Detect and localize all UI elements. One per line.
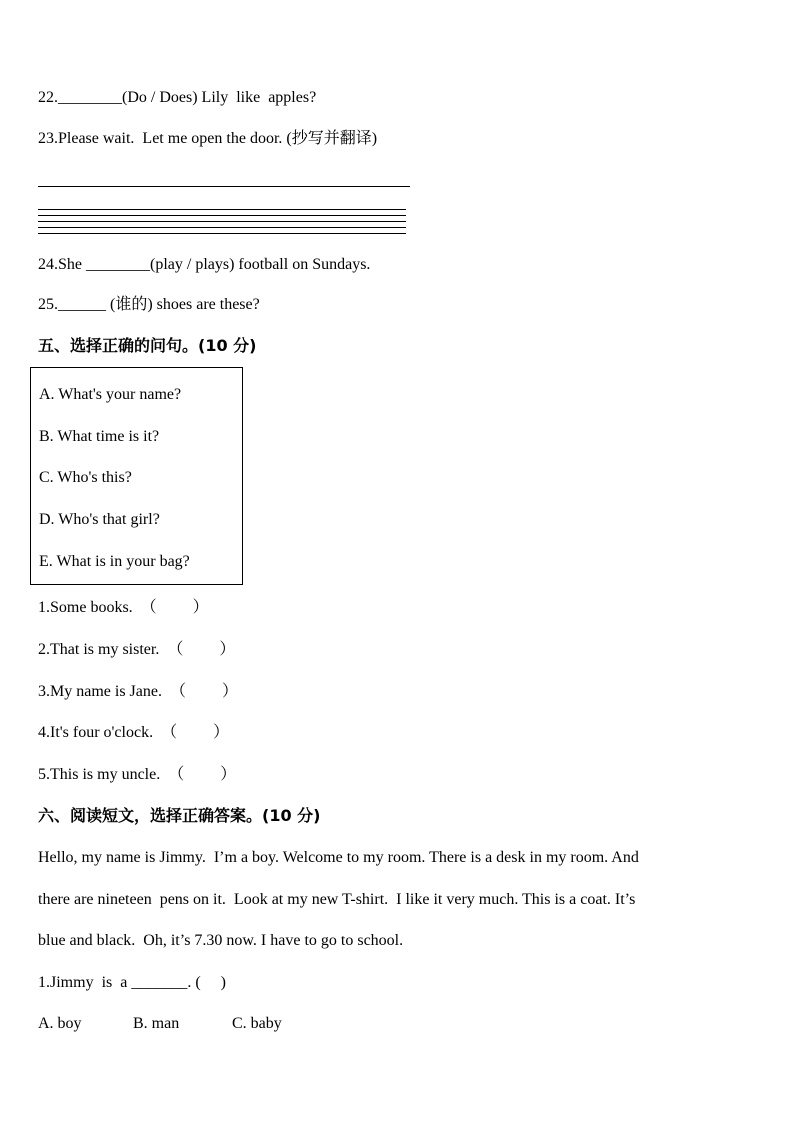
passage-line-3: blue and black. Oh, it’s 7.30 now. I have to go to school. [38, 932, 404, 949]
option-e: E. What is in your bag? [39, 553, 190, 570]
section-5-item-5: 5.This is my uncle. （ ） [38, 766, 237, 783]
choice-a: A. boy [38, 1015, 82, 1032]
passage-line-1: Hello, my name is Jimmy. I’m a boy. Welcome to my room. There is a desk in my room. And [38, 849, 639, 866]
reading-question-1: 1.Jimmy is a _______. ( ) [38, 974, 226, 991]
choice-c: C. baby [232, 1015, 282, 1032]
answer-line-4 [38, 221, 406, 222]
passage-line-2: there are nineteen pens on it. Look at my new T-shirt. I like it very much. This is a coat. It’s [38, 891, 636, 908]
question-25: 25.______ (谁的) shoes are these? [38, 296, 260, 313]
options-box [30, 367, 243, 585]
answer-line-3 [38, 215, 406, 216]
answer-line-5 [38, 227, 406, 228]
section-5-title: 五、选择正确的问句。(10 分) [38, 336, 257, 355]
answer-line-1 [38, 186, 410, 187]
question-24: 24.She ________(play / plays) football on Sundays. [38, 256, 371, 273]
option-d: D. Who's that girl? [39, 511, 160, 528]
question-22: 22.________(Do / Does) Lily like apples? [38, 89, 317, 106]
answer-line-6 [38, 233, 406, 234]
section-5-item-3: 3.My name is Jane. （ ） [38, 683, 238, 700]
question-23: 23.Please wait. Let me open the door. (抄写并翻译) [38, 130, 378, 147]
section-5-item-2: 2.That is my sister. （ ） [38, 641, 236, 658]
section-6-title: 六、阅读短文，选择正确答案。(10 分) [38, 806, 321, 825]
option-b: B. What time is it? [39, 428, 160, 445]
section-5-item-4: 4.It's four o'clock. （ ） [38, 724, 230, 741]
option-a: A. What's your name? [39, 386, 182, 403]
answer-line-2 [38, 209, 406, 210]
option-c: C. Who's this? [39, 469, 132, 486]
choice-b: B. man [133, 1015, 180, 1032]
section-5-item-1: 1.Some books. （ ） [38, 599, 209, 616]
